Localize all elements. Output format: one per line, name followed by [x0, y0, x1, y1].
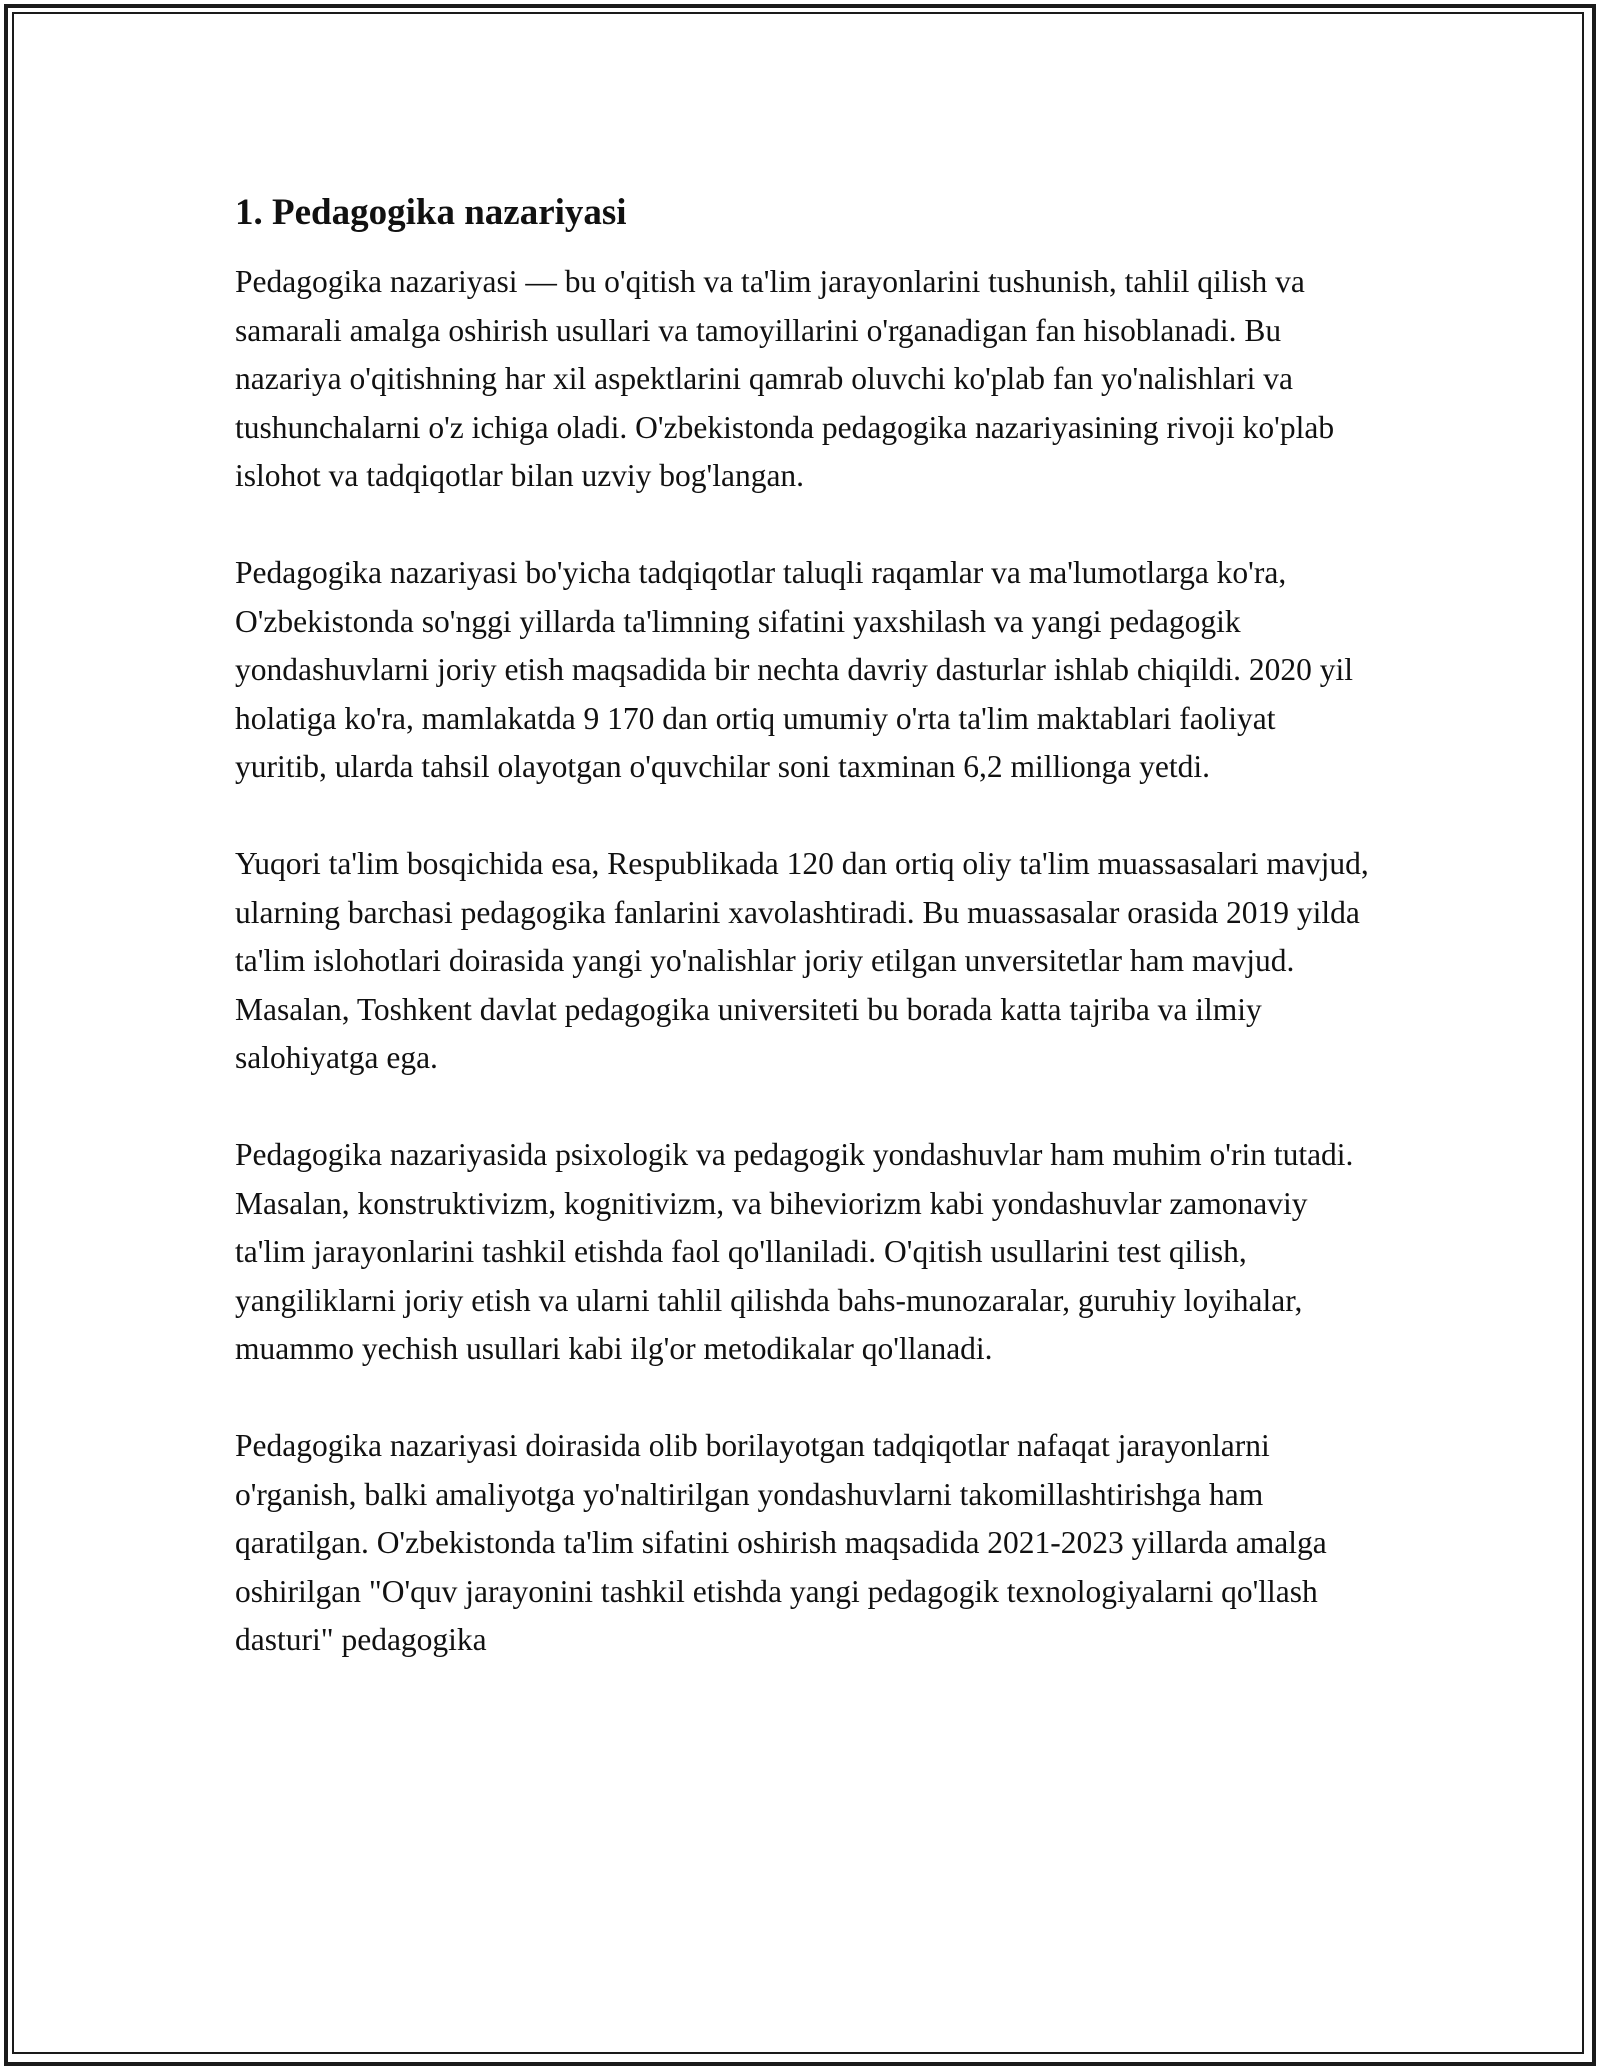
paragraph-approaches: Pedagogika nazariyasida psixologik va pedagogik yondashuvlar ham muhim o'rin tutadi. Masalan, konstruktivizm, kognitivizm, va biheviorizm kabi yondashuvlar zamonaviy ta'lim jarayonlarini tashkil etishda faol qo'llaniladi. O'qitish usullarini test qilish, yangiliklarni joriy etish va ularni tahlil qilishda bahs-munozaralar, guruhiy loyihalar, muammo yechish usullari kabi ilg'or metodikalar qo'llanadi. — [235, 1137, 1354, 1366]
paragraph-definition: Pedagogika nazariyasi — bu o'qitish va ta'lim jarayonlarini tushunish, tahlil qilish va samarali amalga oshirish usullari va tamoyillarini o'rganadigan fan hisoblanadi. Bu nazariya o'qitishning har xil aspektlarini qamrab oluvchi ko'plab fan yo'nalishlari va tushunchalarni o'z ichiga oladi. O'zbekistonda pedagogika nazariyasining rivoji ko'plab islohot va tadqiqotlar bilan uzviy bog'langan. — [235, 264, 1335, 493]
paragraph-higher-education: Yuqori ta'lim bosqichida esa, Respublikada 120 dan ortiq oliy ta'lim muassasalari mavjud, ularning barchasi pedagogika fanlarini xavolashtiradi. Bu muassasalar orasida 2019 yilda ta'lim islohotlari doirasida yangi yo'nalishlar joriy etilgan unversitetlar ham mavjud. Masalan, Toshkent davlat pedagogika universiteti bu borada katta tajriba va ilmiy salohiyatga ega. — [235, 846, 1369, 1075]
section-heading: 1. Pedagogika nazariyasi — [235, 192, 627, 233]
document-body — [235, 188, 1370, 1713]
paragraph-school-statistics: Pedagogika nazariyasi bo'yicha tadqiqotlar taluqli raqamlar va ma'lumotlarga ko'ra, O'zbekistonda so'nggi yillarda ta'limning sifatini yaxshilash va yangi pedagogik yondashuvlarni joriy etish maqsadida bir nechta davriy dasturlar ishlab chiqildi. 2020 yil holatiga ko'ra, mamlakatda 9 170 dan ortiq umumiy o'rta ta'lim maktablari faoliyat yuritib, ularda tahsil olayotgan o'quvchilar soni taxminan 6,2 millionga yetdi. — [235, 555, 1354, 784]
paragraph-research: Pedagogika nazariyasi doirasida olib borilayotgan tadqiqotlar nafaqat jarayonlarni o'rganish, balki amaliyotga yo'naltirilgan yondashuvlarni takomillashtirishga ham qaratilgan. O'zbekistonda ta'lim sifatini oshirish maqsadida 2021-2023 yillarda amalga oshirilgan "O'quv jarayonini tashkil etishda yangi pedagogik texnologiyalarni qo'llash dasturi" pedagogika — [235, 1428, 1327, 1657]
